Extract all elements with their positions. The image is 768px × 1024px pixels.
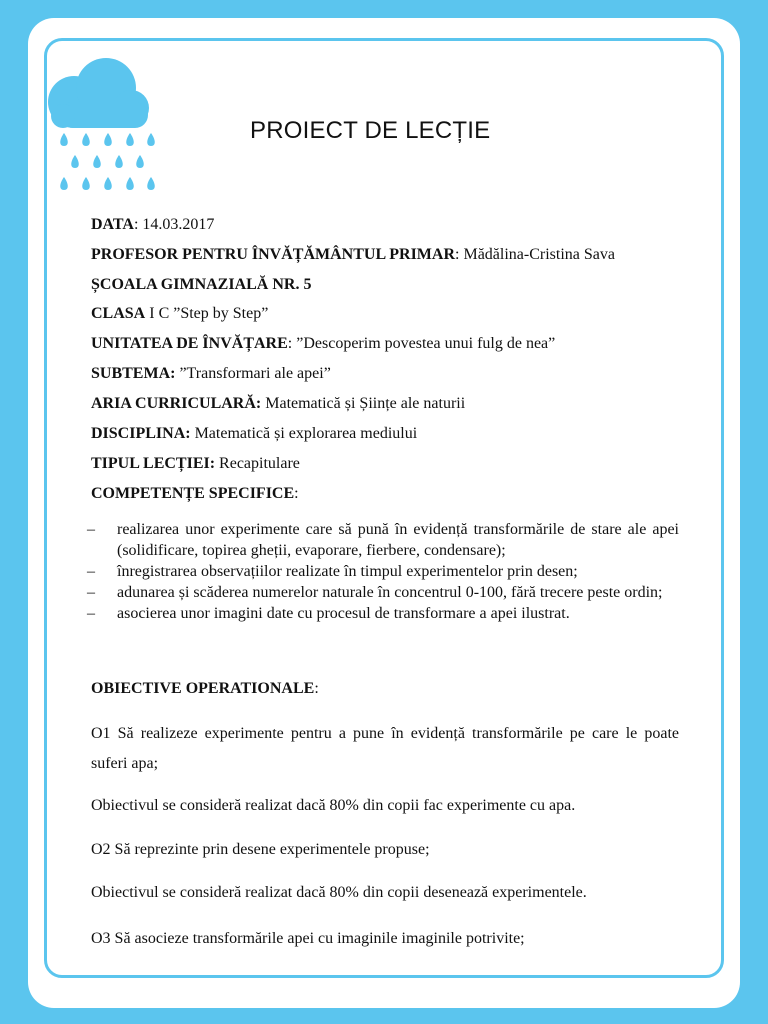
raindrop-icon [136,155,144,168]
bullet-dash: – [87,584,95,601]
field-competente: COMPETENȚE SPECIFICE: [91,485,299,502]
raindrop-icon [93,155,101,168]
list-item: – realizarea unor experimente care să pună în evidență transformările de stare ale apei (solidificare, topirea gheții, evaporare, fierbere, condensare); [87,521,679,559]
field-aria: ARIA CURRICULARĂ: Matematică și Șiințe ale naturii [91,395,466,412]
objectives-heading: OBIECTIVE OPERATIONALE: [91,680,319,697]
bullet-dash: – [87,521,95,538]
field-tipul: TIPUL LECȚIEI: Recapitulare [91,455,300,472]
field-unitatea: UNITATEA DE ÎNVĂȚARE: ”Descoperim povestea unui fulg de nea” [91,335,556,352]
raindrop-icon [82,177,90,190]
field-disciplina: DISCIPLINA: Matematică și explorarea mediului [91,425,418,442]
field-scoala: ȘCOALA GIMNAZIALĂ NR. 5 [91,276,312,293]
field-clasa: CLASA I C ”Step by Step” [91,305,269,322]
raindrop-icon [82,133,90,146]
raindrop-icon [104,133,112,146]
raindrop-icon [71,155,79,168]
raindrop-icon [147,133,155,146]
raindrop-icon [147,177,155,190]
document-title: PROIECT DE LECȚIE [250,117,491,144]
raindrop-icon [60,133,68,146]
competence-list [87,519,679,624]
objective-o2-criterion: Obiectivul se consideră realizat dacă 80% din copii desenează experimentele. [91,884,587,901]
raindrop-icon [60,177,68,190]
objective-o1-criterion: Obiectivul se consideră realizat dacă 80% din copii fac experimente cu apa. [91,797,576,814]
field-data: DATA: 14.03.2017 [91,216,215,233]
field-profesor: PROFESOR PENTRU ÎNVĂȚĂMÂNTUL PRIMAR: Mădălina-Cristina Sava [91,246,615,263]
bullet-dash: – [87,605,95,622]
raindrop-icon [126,133,134,146]
objective-o1: O1 Să realizeze experimente pentru a pune în evidență transformările pe care le poate suferi apa; [91,725,679,772]
raindrop-icon [115,155,123,168]
raindrop-icon [104,177,112,190]
objective-o2: O2 Să reprezinte prin desene experimentele propuse; [91,841,430,858]
field-subtema: SUBTEMA: ”Transformari ale apei” [91,365,331,382]
rain-cloud-icon [30,30,160,205]
raindrop-icon [126,177,134,190]
objective-o3: O3 Să asocieze transformările apei cu imaginile imaginile potrivite; [91,930,525,947]
list-item: – adunarea și scăderea numerelor naturale în concentrul 0-100, fără trecere peste ordin; [87,584,663,601]
list-item: – asocierea unor imagini date cu procesul de transformare a apei ilustrat. [87,605,570,622]
list-item: – înregistrarea observațiilor realizate în timpul experimentelor prin desen; [87,563,578,580]
bullet-dash: – [87,563,95,580]
